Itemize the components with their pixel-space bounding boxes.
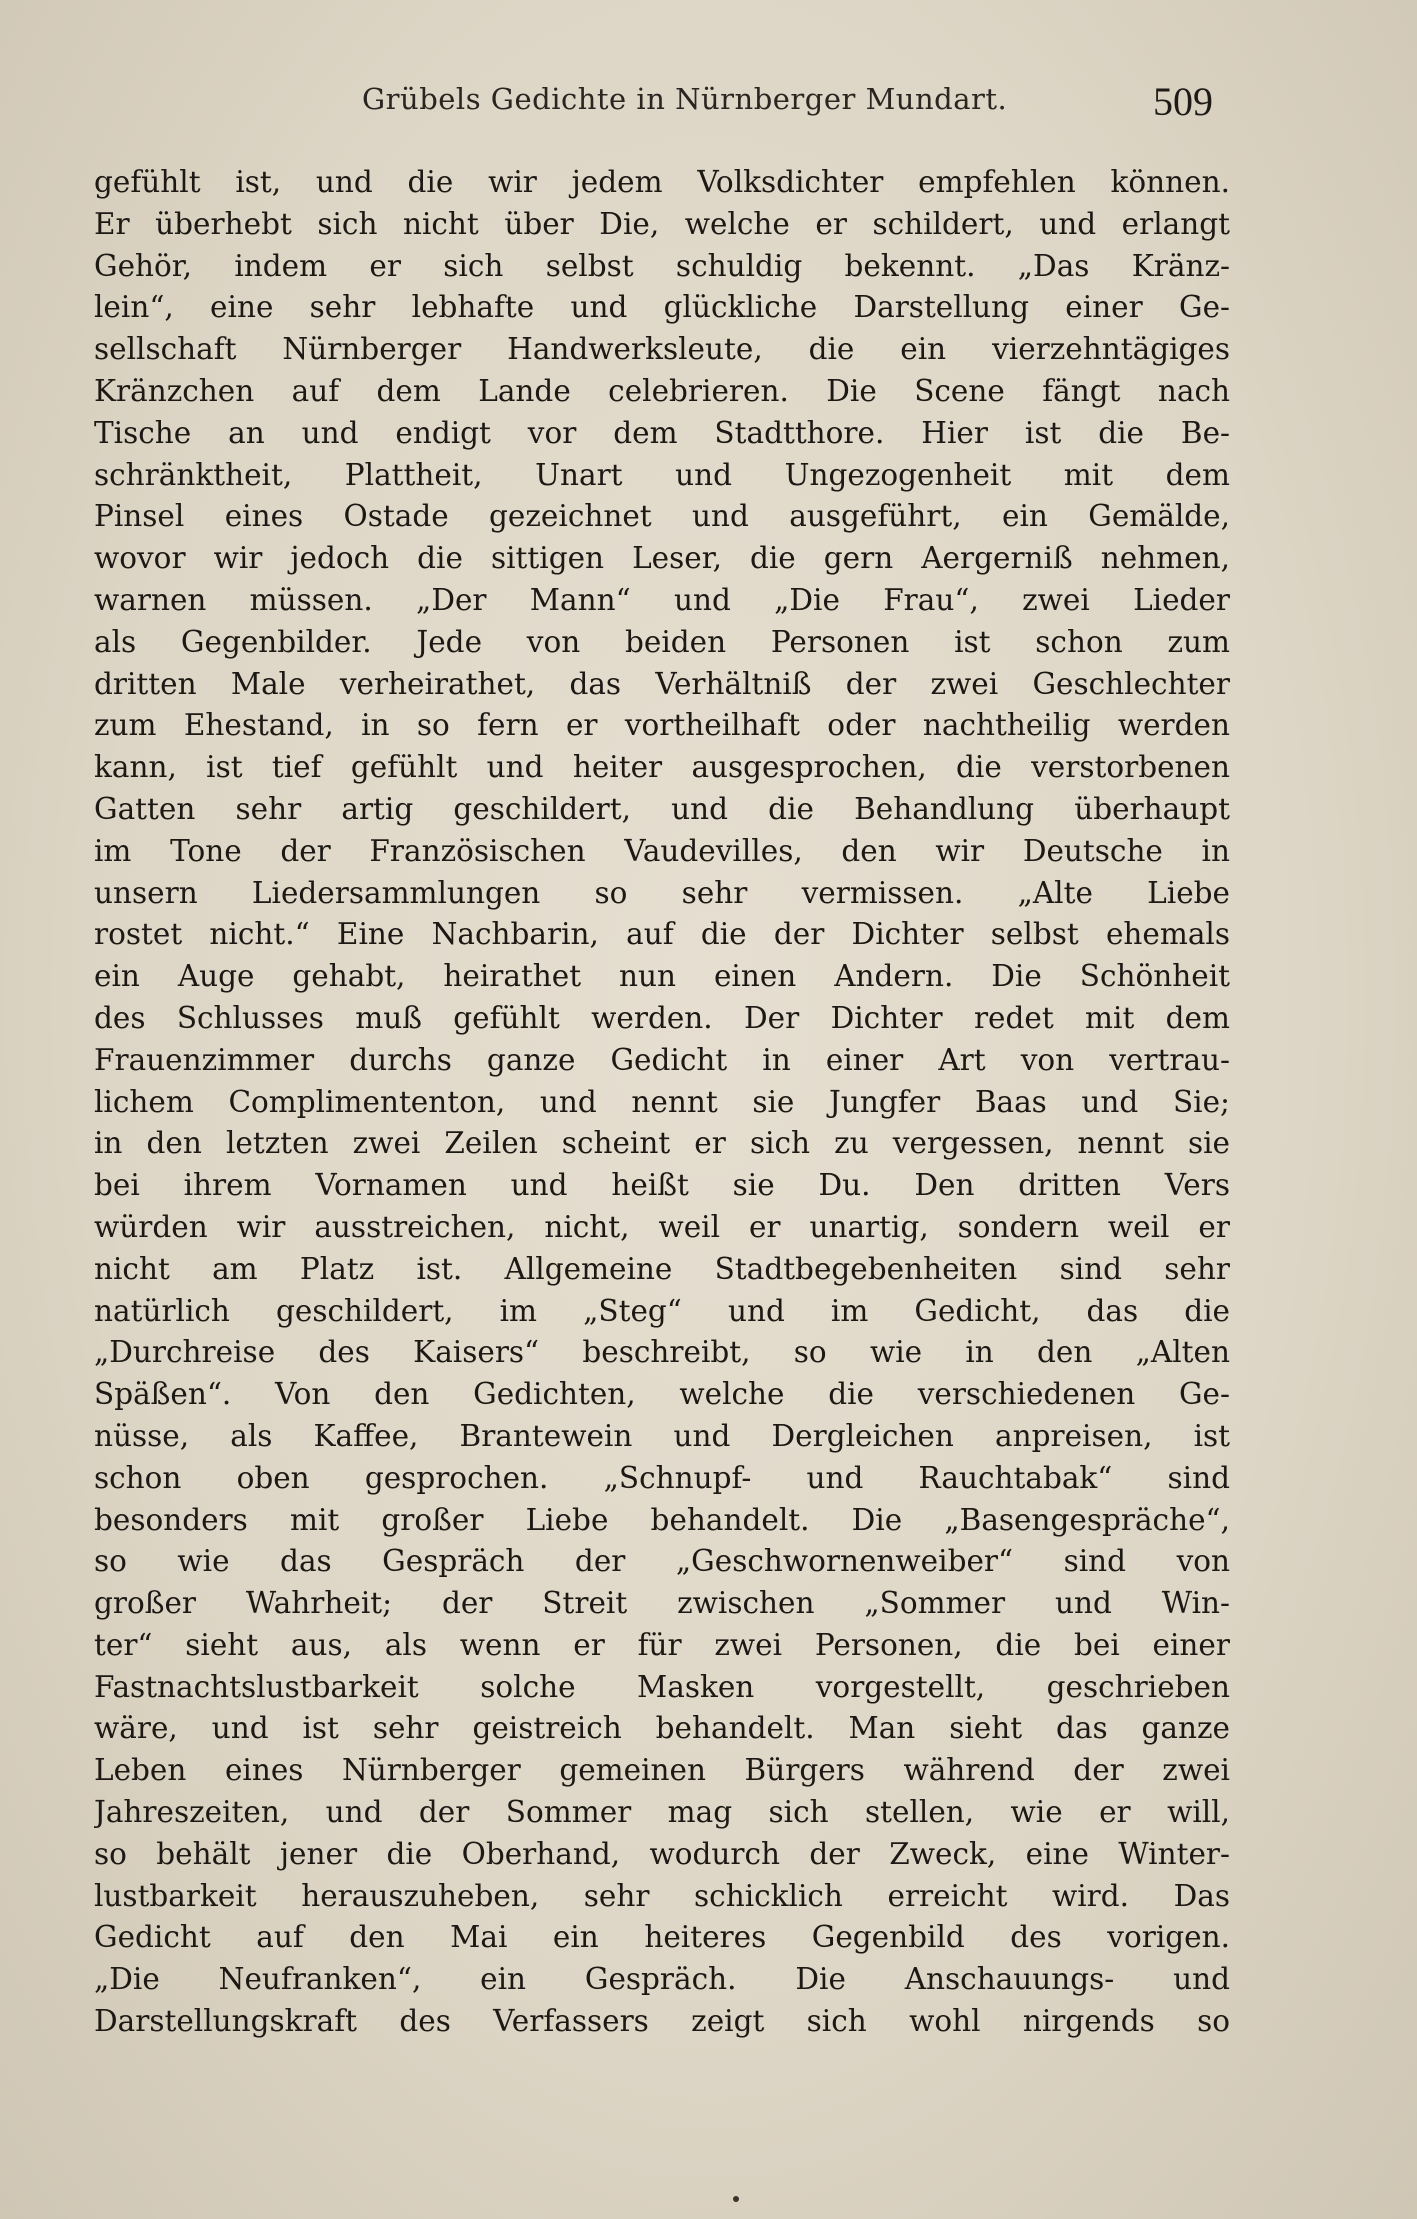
text-line: bei ihrem Vornamen und heißt sie Du. Den dritten Vers bbox=[94, 1168, 1230, 1203]
text-line: wäre, und ist sehr geistreich behandelt. Man sieht das ganze bbox=[94, 1711, 1230, 1746]
text-line: würden wir ausstreichen, nicht, weil er unartig, sondern weil er bbox=[94, 1209, 1230, 1244]
text-line: ter“ sieht aus, als wenn er für zwei Personen, die bei einer bbox=[94, 1627, 1230, 1662]
text-line: natürlich geschildert, im „Steg“ und im Gedicht, das die bbox=[94, 1293, 1230, 1328]
text-line: wovor wir jedoch die sittigen Leser, die gern Aergerniß nehmen, bbox=[94, 541, 1230, 576]
text-line: Gehör, indem er sich selbst schuldig bekennt. „Das Kränz- bbox=[94, 248, 1230, 283]
text-line: sellschaft Nürnberger Handwerksleute, die ein vierzehntägiges bbox=[94, 332, 1230, 367]
text-line: gefühlt ist, und die wir jedem Volksdichter empfehlen können. bbox=[94, 165, 1230, 199]
page-header bbox=[0, 79, 1417, 132]
text-line: rostet nicht.“ Eine Nachbarin, auf die der Dichter selbst ehemals bbox=[94, 917, 1230, 952]
print-speck bbox=[733, 2196, 739, 2202]
text-line: Gedicht auf den Mai ein heiteres Gegenbild des vorigen. bbox=[94, 1920, 1230, 1955]
text-line: lustbarkeit herauszuheben, sehr schicklich erreicht wird. Das bbox=[94, 1878, 1230, 1913]
text-line: so behält jener die Oberhand, wodurch der Zweck, eine Winter- bbox=[94, 1836, 1230, 1871]
text-line: lein“, eine sehr lebhafte und glückliche Darstellung einer Ge- bbox=[94, 290, 1230, 325]
text-line: des Schlusses muß gefühlt werden. Der Dichter redet mit dem bbox=[94, 1000, 1230, 1035]
text-line: so wie das Gespräch der „Geschwornenweiber“ sind von bbox=[94, 1544, 1230, 1579]
text-line: warnen müssen. „Der Mann“ und „Die Frau“, zwei Lieder bbox=[94, 582, 1230, 617]
text-line: „Durchreise des Kaisers“ beschreibt, so wie in den „Alten bbox=[94, 1335, 1230, 1370]
text-line: Leben eines Nürnberger gemeinen Bürgers während der zwei bbox=[94, 1753, 1230, 1788]
text-line: kann, ist tief gefühlt und heiter ausgesprochen, die verstorbenen bbox=[94, 750, 1230, 785]
text-line: im Tone der Französischen Vaudevilles, den wir Deutsche in bbox=[94, 833, 1230, 868]
running-title: Grübels Gedichte in Nürnberger Mundart. bbox=[362, 82, 1008, 116]
text-line: schon oben gesprochen. „Schnupf- und Rauchtabak“ sind bbox=[94, 1460, 1230, 1495]
text-line: Pinsel eines Ostade gezeichnet und ausgeführt, ein Gemälde, bbox=[94, 499, 1230, 534]
text-line: unsern Liedersammlungen so sehr vermissen. „Alte Liebe bbox=[94, 875, 1230, 910]
text-line: besonders mit großer Liebe behandelt. Die „Basengespräche“, bbox=[94, 1502, 1230, 1537]
text-line: Tische an und endigt vor dem Stadtthore. Hier ist die Be- bbox=[94, 415, 1230, 450]
text-line: zum Ehestand, in so fern er vortheilhaft oder nachtheilig werden bbox=[94, 708, 1230, 743]
text-line: „Die Neufranken“, ein Gespräch. Die Anschauungs- und bbox=[94, 1962, 1230, 1997]
text-line: Kränzchen auf dem Lande celebrieren. Die Scene fängt nach bbox=[94, 373, 1230, 408]
text-line: großer Wahrheit; der Streit zwischen „Sommer und Win- bbox=[94, 1586, 1230, 1621]
text-line: als Gegenbilder. Jede von beiden Personen ist schon zum bbox=[94, 624, 1230, 659]
text-line: Späßen“. Von den Gedichten, welche die verschiedenen Ge- bbox=[94, 1377, 1230, 1412]
text-line: nicht am Platz ist. Allgemeine Stadtbegebenheiten sind sehr bbox=[94, 1251, 1230, 1286]
text-line: in den letzten zwei Zeilen scheint er sich zu vergessen, nennt sie bbox=[94, 1126, 1230, 1161]
text-line: Darstellungskraft des Verfassers zeigt sich wohl nirgends so bbox=[94, 2004, 1230, 2039]
text-line: Fastnachtslustbarkeit solche Masken vorgestellt, geschrieben bbox=[94, 1669, 1230, 1704]
text-line: ein Auge gehabt, heirathet nun einen Andern. Die Schönheit bbox=[94, 959, 1230, 994]
text-line: Frauenzimmer durchs ganze Gedicht in einer Art von vertrau- bbox=[94, 1042, 1230, 1077]
text-line: dritten Male verheirathet, das Verhältniß der zwei Geschlechter bbox=[94, 666, 1230, 701]
text-line: Er überhebt sich nicht über Die, welche er schildert, und erlangt bbox=[94, 206, 1230, 241]
text-line: nüsse, als Kaffee, Brantewein und Dergleichen anpreisen, ist bbox=[94, 1418, 1230, 1453]
text-line: Gatten sehr artig geschildert, und die Behandlung überhaupt bbox=[94, 791, 1230, 826]
text-line: schränktheit, Plattheit, Unart und Ungezogenheit mit dem bbox=[94, 457, 1230, 492]
body-text bbox=[94, 162, 1230, 2062]
text-line: Jahreszeiten, und der Sommer mag sich stellen, wie er will, bbox=[94, 1795, 1230, 1830]
text-line: lichem Complimententon, und nennt sie Jungfer Baas und Sie; bbox=[94, 1084, 1230, 1119]
page-number: 509 bbox=[1153, 79, 1213, 124]
